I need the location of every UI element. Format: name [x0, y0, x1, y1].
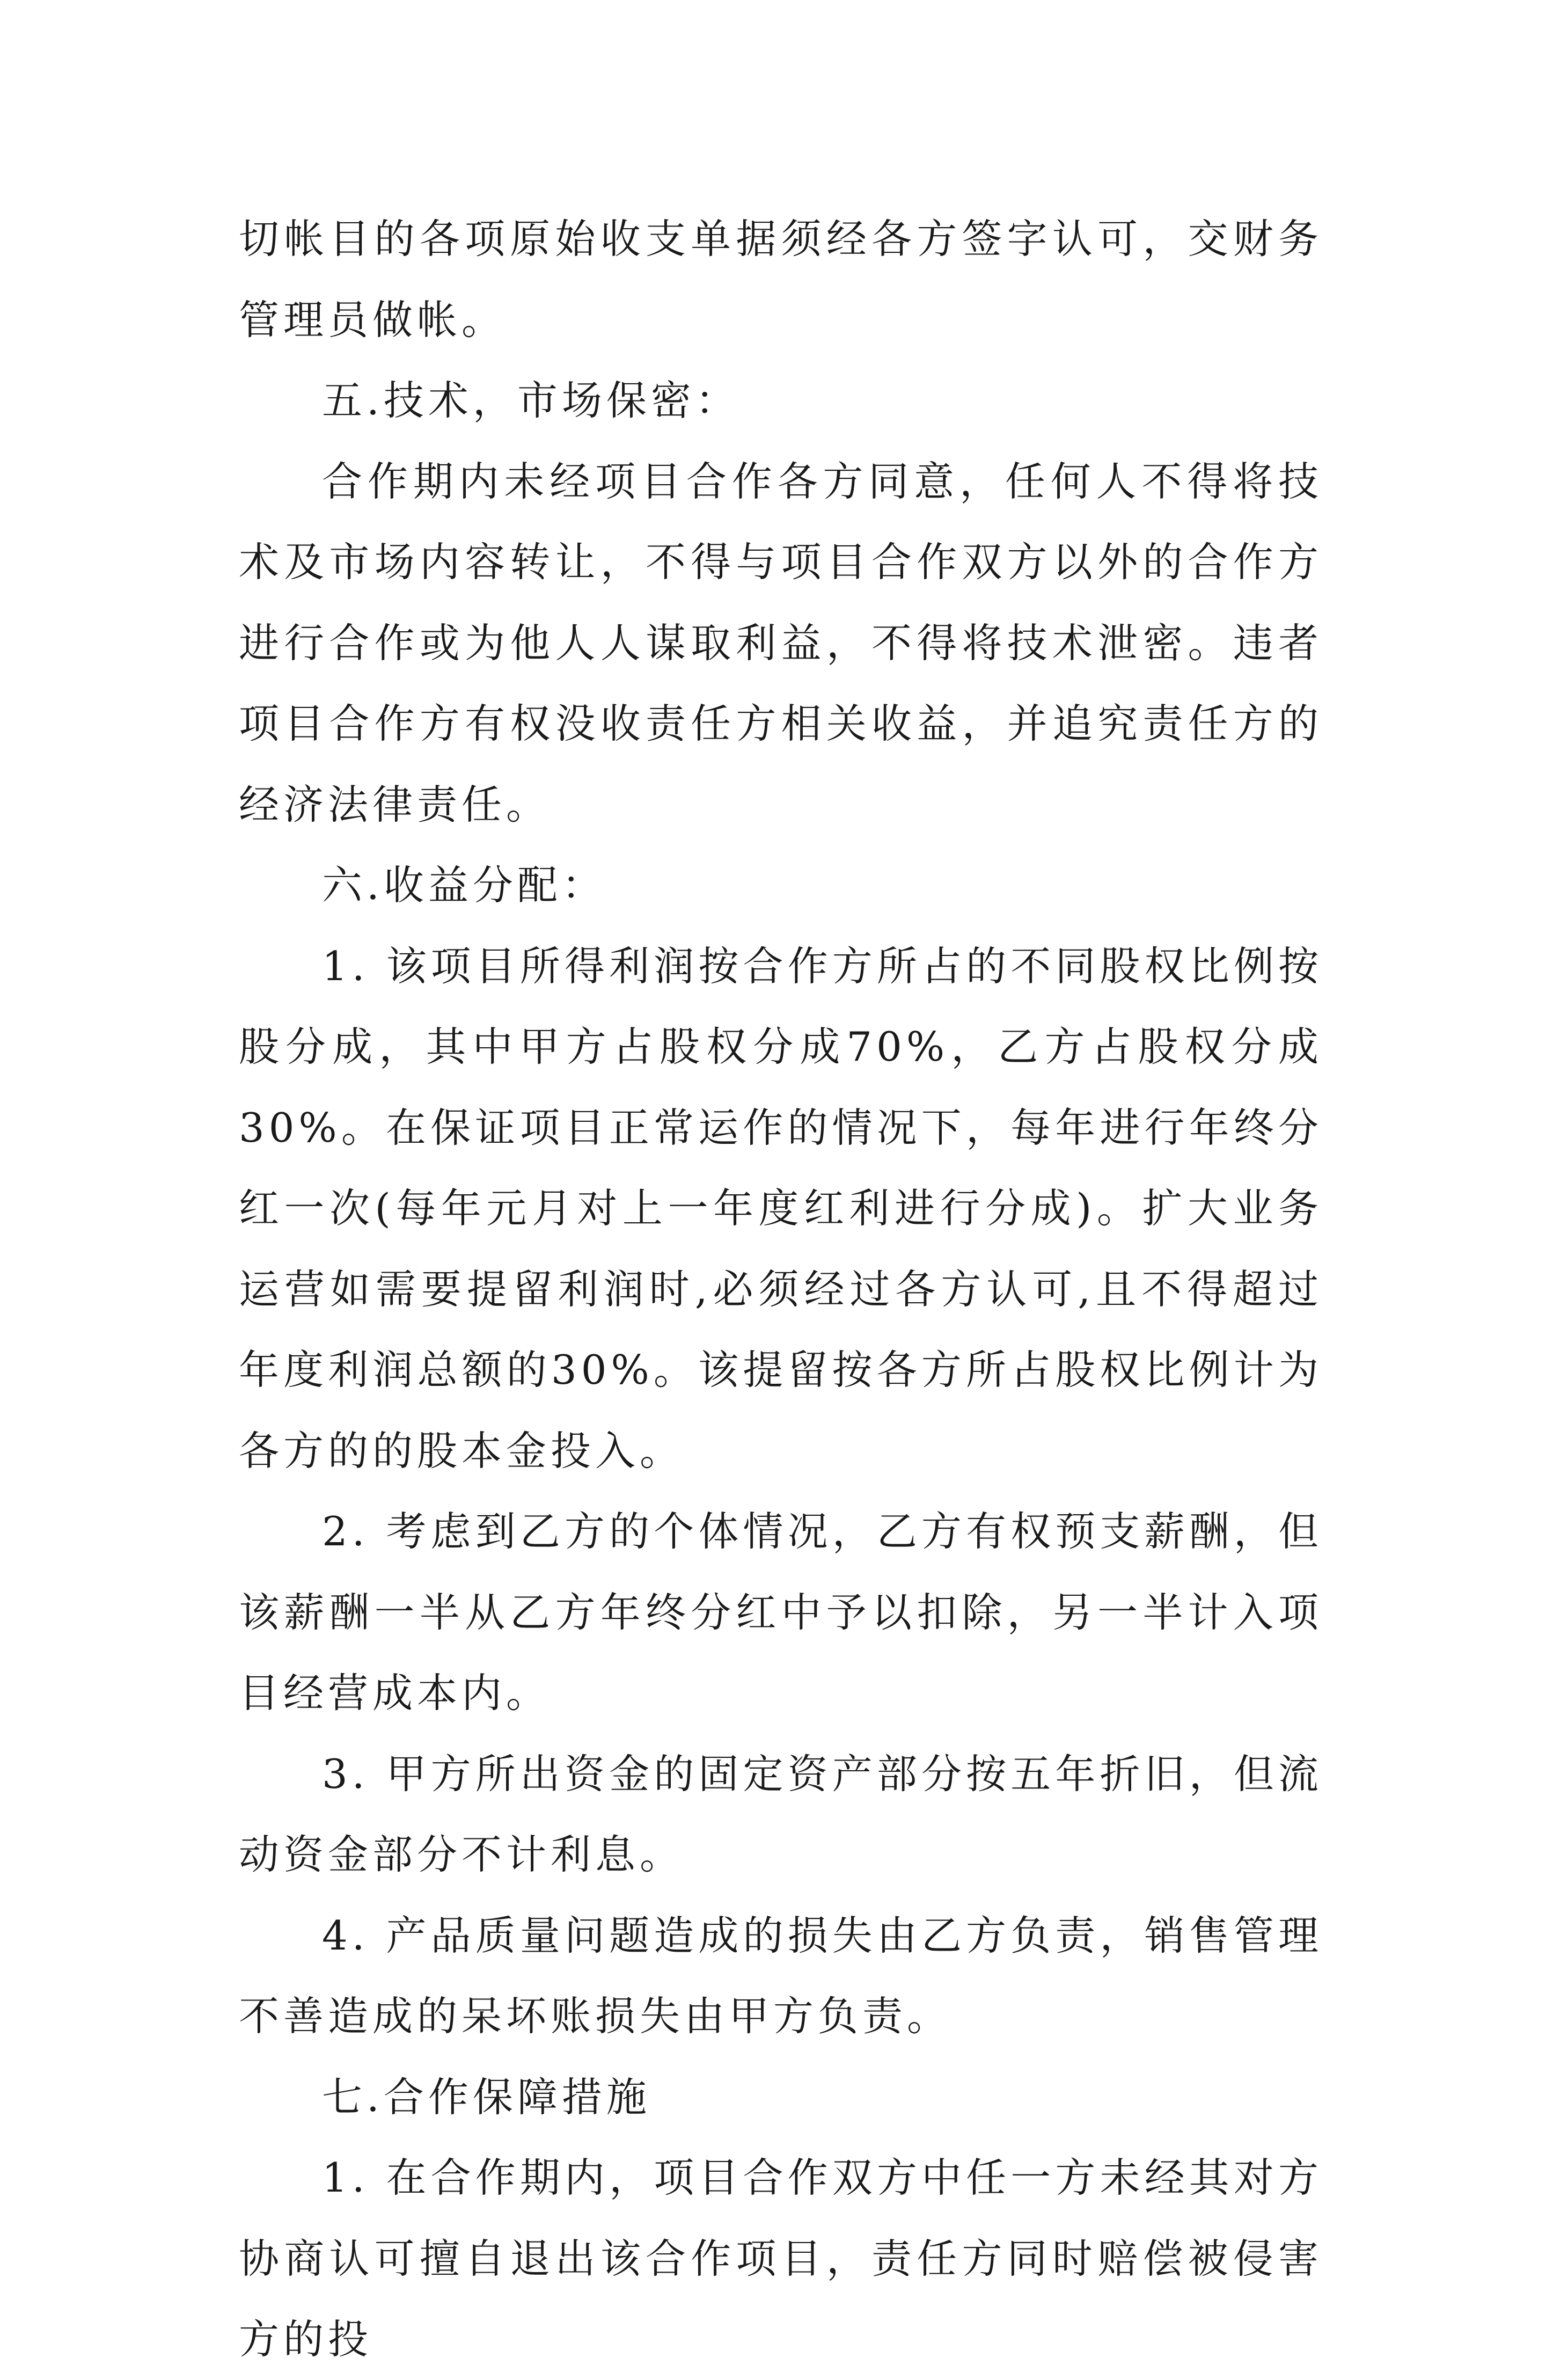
heading-profit-distribution: 六.收益分配：	[322, 862, 606, 909]
paragraph-guarantee-item-1: 1. 在合作期内，项目合作双方中任一方未经其对方协商认可擅自退出该合作项目，责任方同时赔偿被侵害方的投	[239, 2154, 1323, 2363]
paragraph-confidentiality: 合作期内未经项目合作各方同意，任何人不得将技术及市场内容转让，不得与项目合作双方以外的合作方进行合作或为他人人谋取利益，不得将技术泄密。违者项目合作方有权没收责任方相关收益，并追究责任方的经济法律责任。	[239, 457, 1323, 828]
heading-confidentiality: 五.技术，市场保密：	[322, 377, 740, 424]
paragraph-profit-item-2: 2. 考虑到乙方的个体情况，乙方有权预支薪酬，但该薪酬一半从乙方年终分红中予以扣除，另一半计入项目经营成本内。	[239, 1508, 1323, 1717]
heading-cooperation-guarantee: 七.合作保障措施	[322, 2073, 651, 2121]
paragraph-profit-item-3: 3. 甲方所出资金的固定资产部分按五年折旧，但流动资金部分不计利息。	[239, 1750, 1323, 1878]
paragraph-profit-item-4: 4. 产品质量问题造成的损失由乙方负责，销售管理不善造成的呆坏账损失由甲方负责。	[239, 1911, 1323, 2040]
paragraph-account-records: 切帐目的各项原始收支单据须经各方签字认可，交财务管理员做帐。	[239, 215, 1323, 344]
paragraph-profit-item-1: 1. 该项目所得利润按合作方所占的不同股权比例按股分成，其中甲方占股权分成70%，乙方占股权分成30%。在保证项目正常运作的情况下，每年进行年终分红一次(每年元月对上一年度红利进行分成)。扩大业务运营如需要提留利润时,必须经过各方认可,且不得超过年度利润总额的30%。该提留按各方所占股权比例计为各方的的股本金投入。	[239, 942, 1323, 1474]
document-body	[239, 199, 1323, 2380]
